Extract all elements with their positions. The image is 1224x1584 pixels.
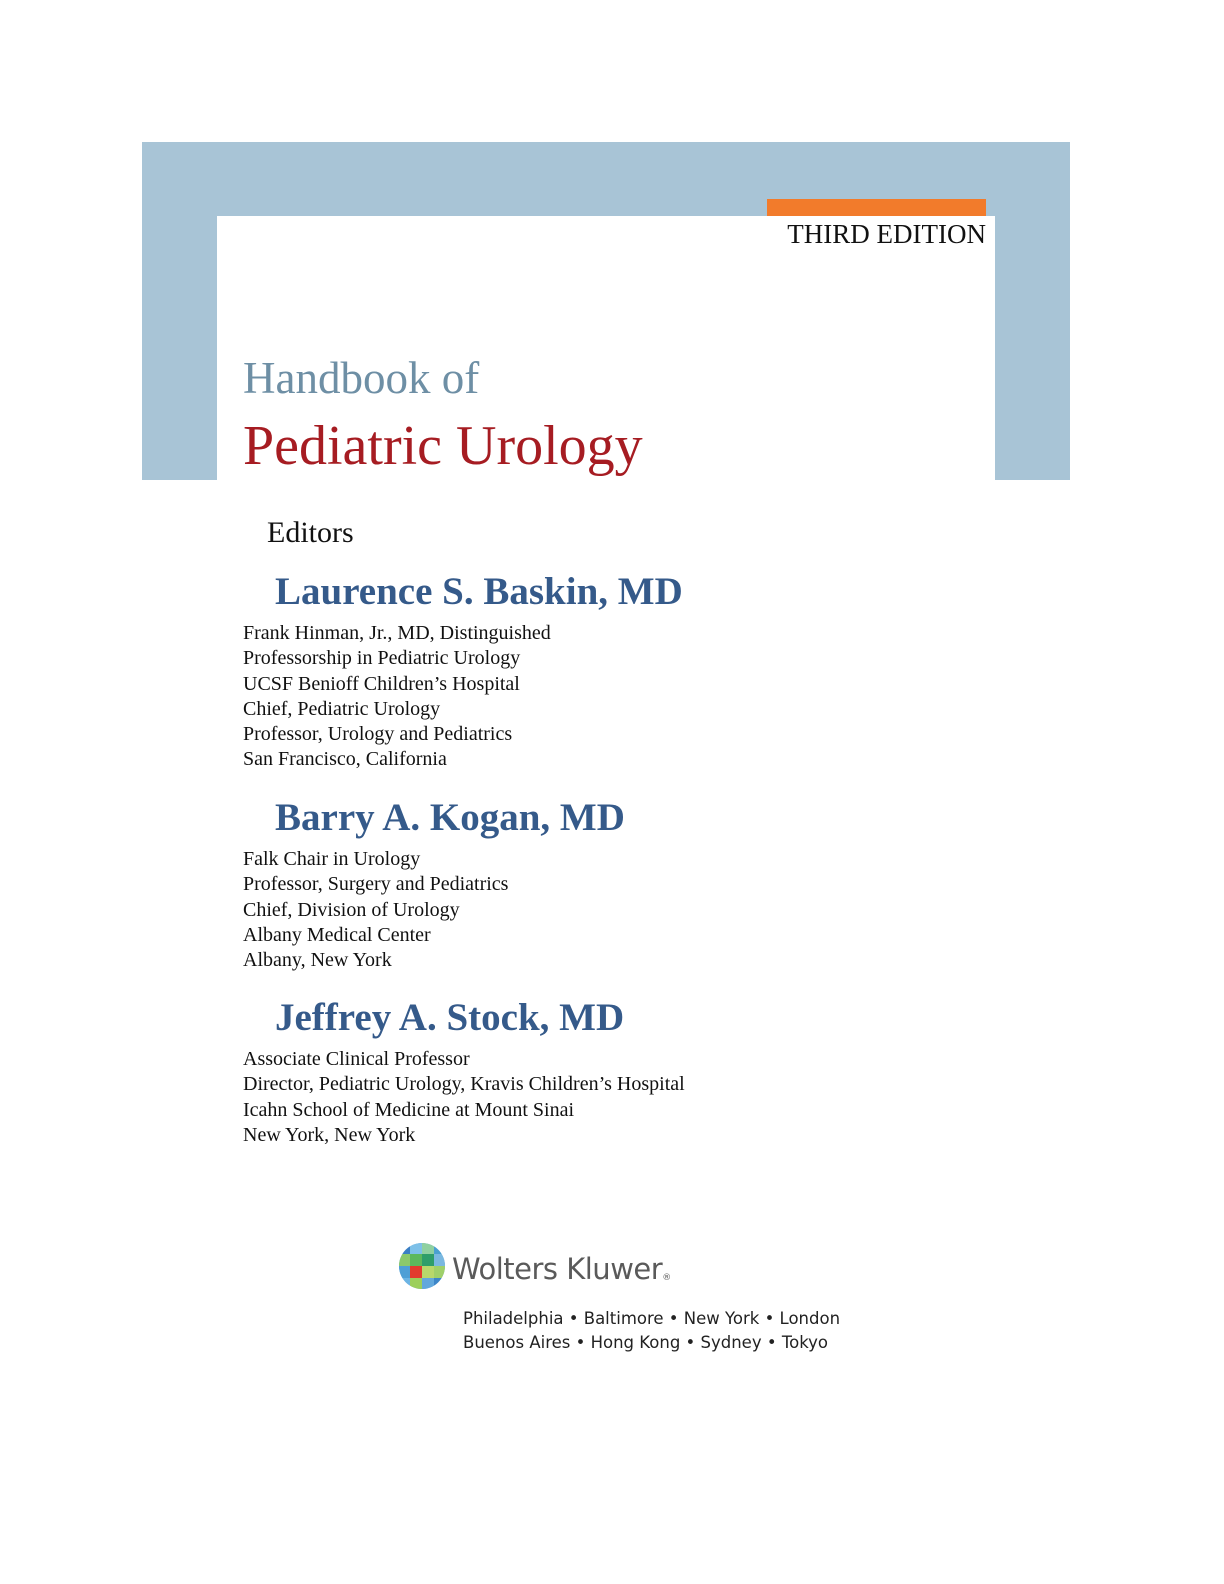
affiliation-line: Albany Medical Center	[243, 923, 431, 946]
editor-block	[243, 795, 625, 973]
editor-name: Jeffrey A. Stock, MD	[275, 996, 625, 1039]
cities-line: Philadelphia • Baltimore • New York • London	[463, 1309, 841, 1328]
affiliation-line: Albany, New York	[243, 949, 392, 972]
affiliation-line: Professorship in Pediatric Urology	[243, 647, 521, 670]
editors-heading: Editors	[267, 516, 354, 549]
edition-label: THIRD EDITION	[787, 219, 986, 249]
affiliation-line: Professor, Urology and Pediatrics	[243, 723, 513, 746]
editor-affiliation	[243, 847, 625, 973]
publisher-name-text: Wolters Kluwer	[452, 1252, 663, 1286]
affiliation-line: Chief, Division of Urology	[243, 898, 460, 921]
affiliation-line: New York, New York	[243, 1123, 416, 1146]
title-pediatric-urology: Pediatric Urology	[243, 415, 643, 477]
wolters-kluwer-logo-icon	[398, 1242, 446, 1290]
publisher-cities	[463, 1307, 840, 1355]
affiliation-line: Frank Hinman, Jr., MD, Distinguished	[243, 622, 551, 644]
affiliation-line: UCSF Benioff Children’s Hospital	[243, 672, 520, 695]
logo-graphic	[398, 1242, 446, 1290]
editor-block	[243, 995, 685, 1148]
edition-accent-bar	[767, 199, 986, 216]
affiliation-line: Director, Pediatric Urology, Kravis Children’s Hospital	[243, 1073, 685, 1096]
registered-mark: ®	[662, 1273, 671, 1283]
editor-name: Barry A. Kogan, MD	[275, 796, 625, 839]
affiliation-line: Professor, Surgery and Pediatrics	[243, 873, 509, 896]
affiliation-line: Icahn School of Medicine at Mount Sinai	[243, 1098, 575, 1121]
affiliation-line: San Francisco, California	[243, 748, 447, 771]
title-handbook-of: Handbook of	[243, 353, 480, 403]
editor-block	[243, 569, 683, 773]
publisher-name	[452, 1250, 671, 1297]
cities-line: Buenos Aires • Hong Kong • Sydney • Tokyo	[463, 1333, 829, 1352]
editor-affiliation	[243, 1047, 685, 1148]
affiliation-line: Chief, Pediatric Urology	[243, 697, 441, 720]
affiliation-line: Falk Chair in Urology	[243, 848, 421, 870]
affiliation-line: Associate Clinical Professor	[243, 1048, 470, 1070]
editor-affiliation	[243, 621, 683, 773]
editor-name: Laurence S. Baskin, MD	[275, 570, 683, 613]
